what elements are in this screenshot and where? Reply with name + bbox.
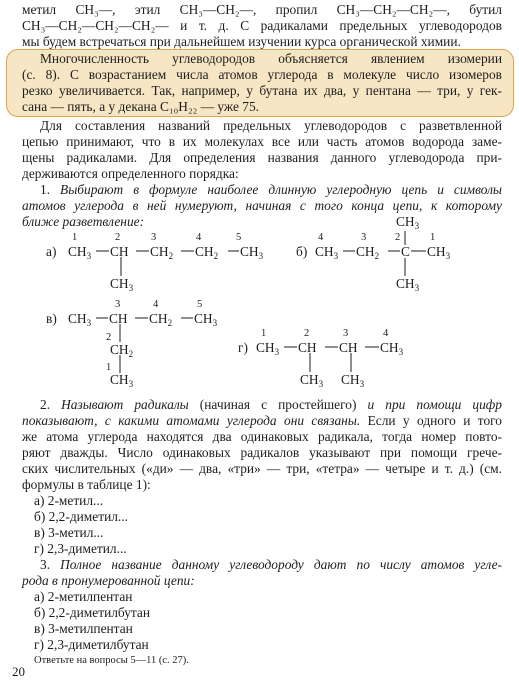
list-item: г) 2,3-диметилбутан [34, 637, 149, 652]
atom-number: 1 [430, 232, 436, 243]
svg-text:CH: CH [298, 340, 317, 355]
list-item: а) 2-метилпентан [34, 589, 133, 604]
rule-2-line: ряют дважды. Число одинаковых радикалов указывают при помощи грече- [22, 445, 502, 460]
list-item: б) 2,2-диметил... [34, 509, 128, 524]
svg-text:CH2: $CH_2$ [150, 244, 174, 261]
atom-number: 1 [106, 362, 112, 373]
atom-number: 2 [115, 232, 121, 243]
rule-2-line: ских числительных («ди» — два, «три» — три, «тетра» — четыре и т. д.) (см. [22, 461, 502, 476]
label-a: а) [46, 244, 57, 259]
svg-text:CH: CH [110, 244, 129, 259]
atom-number: 4 [153, 299, 159, 310]
rule-3-line: рода в пронумерованной цепи: [22, 573, 195, 588]
atom-number: 5 [197, 299, 203, 310]
svg-text:CH3: $CH_3$ [300, 372, 324, 389]
svg-text:CH3: $CH_3$ [110, 276, 134, 293]
atom-number: 3 [151, 232, 157, 243]
atom-number: 1 [72, 232, 78, 243]
svg-text:CH3: $CH_3$ [256, 340, 280, 357]
text-line: метил CH₃—, этил CH₃—CH₂—, пропил CH₃—CH₂—CH₂—, бутил [22, 2, 502, 17]
label-b: б) [296, 244, 308, 259]
svg-text:CH2: $CH_2$ [110, 342, 134, 359]
svg-text:CH3: $CH_3$ [341, 372, 365, 389]
text-line: мы будем встречаться при дальнейшем изучении курса органической химии. [22, 34, 461, 49]
svg-text:CH3: $CH_3$ [194, 311, 218, 328]
rule-1-line: 1. Выбирают в формуле наиболее длинную углеродную цепь и символы [40, 182, 503, 197]
atom-number: 3 [115, 299, 121, 310]
rule-2-line: формулы в таблице 1): [22, 477, 151, 492]
svg-text:CH3: $CH_3$ [427, 244, 451, 261]
svg-text:CH3: $CH_3$ [240, 244, 264, 261]
svg-text:CH3: $CH_3$ [315, 244, 339, 261]
svg-text:CH3: $CH_3$ [68, 244, 92, 261]
svg-text:CH3: $CH_3$ [396, 214, 420, 231]
svg-text:C: C [401, 244, 410, 259]
label-d: г) [238, 340, 248, 355]
svg-text:CH3: $CH_3$ [380, 340, 404, 357]
list-item: г) 2,3-диметил... [34, 541, 127, 556]
svg-text:CH3: $CH_3$ [110, 372, 134, 389]
box-line: (с. 8). С возрастанием числа атомов углерода в молекуле число изомеров [22, 67, 502, 82]
svg-text:CH2: $CH_2$ [356, 244, 380, 261]
atom-number: 2 [304, 328, 310, 339]
box-line: Многочисленность углеводородов объясняется явлением изомерии [40, 51, 502, 66]
rule-1-line: ближе разветвление: [22, 214, 145, 229]
text-line: CH₃—CH₂—CH₂—CH₂— и т. д. С радикалами предельных углеводородов [22, 18, 502, 33]
atom-number: 1 [261, 328, 267, 339]
atom-number: 2 [395, 232, 401, 243]
rule-2-line: 2. Называют радикалы (начиная с простейшего) и при помощи цифр [40, 397, 502, 412]
text-line: цепью принимают, что в их молекулах все или часть атомов водорода заме- [22, 134, 502, 149]
svg-text:CH3: $CH_3$ [396, 276, 420, 293]
list-item: в) 3-метилпентан [34, 621, 133, 636]
atom-number: 4 [318, 232, 324, 243]
svg-text:CH3: $CH_3$ [68, 311, 92, 328]
svg-text:CH: CH [339, 340, 358, 355]
atom-number: 3 [343, 328, 349, 339]
answer-questions-note: Ответьте на вопросы 5—11 (с. 27). [34, 655, 189, 666]
rule-1-line: атомов углерода в ней нумеруют, начиная с того конца цепи, к которому [22, 198, 502, 213]
atom-number: 4 [196, 232, 202, 243]
text-line: Для составления названий предельных углеводородов с разветвленной [40, 118, 502, 133]
list-item: а) 2-метил... [34, 493, 104, 508]
page-number: 20 [12, 664, 25, 679]
svg-text:CH2: $CH_2$ [149, 311, 173, 328]
svg-text:CH: CH [109, 311, 128, 326]
label-c: в) [46, 311, 57, 326]
text-line: держиваются определенного порядка: [22, 166, 239, 181]
rule-2-line: показывают, с какими атомами углерода они связаны. Если у одного и того [22, 413, 502, 428]
list-item: в) 3-метил... [34, 525, 104, 540]
list-item: б) 2,2-диметилбутан [34, 605, 151, 620]
atom-number: 3 [361, 232, 367, 243]
box-line: сана — пять, а у декана C₁₀H₂₂ — уже 75. [22, 99, 260, 114]
rule-3-line: 3. Полное название данному углеводороду дают по числу атомов угле- [40, 557, 502, 572]
text-line: щены радикалами. Для определения названия данного углеводорода при- [22, 150, 502, 165]
atom-number: 5 [236, 232, 242, 243]
atom-number: 4 [383, 328, 389, 339]
box-line: резко увеличивается. Так, например, у бутана их два, у пентана — три, у гек- [22, 83, 502, 98]
rule-2-line: же атома углерода находятся два одинаковых радикала, тогда номер повто- [22, 429, 502, 444]
svg-text:CH2: $CH_2$ [195, 244, 219, 261]
atom-number: 2 [106, 332, 112, 343]
